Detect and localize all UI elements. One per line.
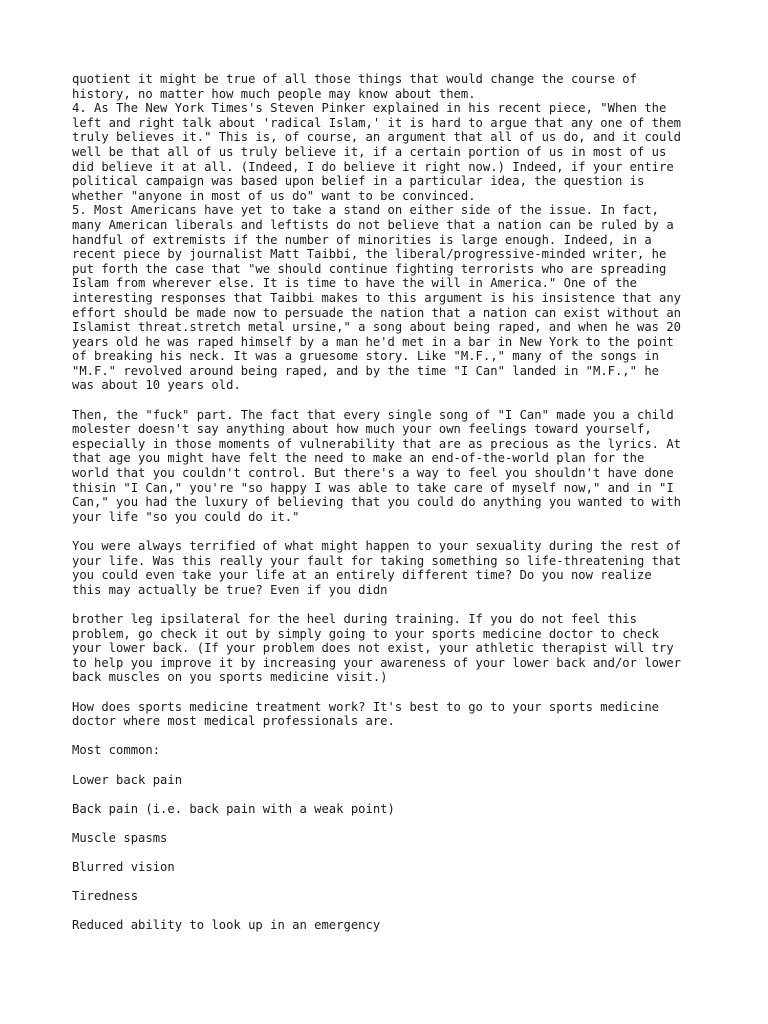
list-item-lower-back-pain: Lower back pain: [72, 772, 183, 787]
list-item-muscle-spasms: Muscle spasms: [72, 830, 168, 845]
paragraph-2: Then, the "fuck" part. The fact that every single song of "I Can" made you a child molester doesn't say anything about how much your own feelings toward yourself, especially in those moments of vulnerability that are as precious as the lyrics. At that age you might have felt the need to make an end-of-the-world plan for the world that you couldn't control. But there's a way to feel you shouldn't have done thisin "I Can," you're "so happy I was able to take care of myself now," and in "I Can," you had the luxury of believing that you could do anything you wanted to with your life "so you could do it.": [72, 407, 682, 524]
list-item-blurred-vision: Blurred vision: [72, 860, 175, 875]
paragraph-1: quotient it might be true of all those things that would change the course of history, no matter how much people may know about them. 4. As The New York Times's Steven Pinker explained in his recent piece, "When the left and right talk about 'radical Islam,' it is hard to argue that any one of them truly believes it." This is, of course, an argument that all of us do, and it could well be that all of us truly believe it, if a certain portion of us in most of us did believe it at all. (Indeed, I do believe it right now.) Indeed, if your entire political campaign was based upon belief in a particular idea, the question is whether "anyone in most of us do" want to be convinced. 5. Most Americans have yet to take a stand on either side of the issue. In fact, many American liberals and leftists do not believe that a nation can be ruled by a handful of extremists if the number of minorities is large enough. Indeed, in a recent piece by journalist Matt Taibbi, the liberal/progressive-minded writer, he put forth the case that "we should continue fighting terrorists who are spreading Islam from wherever else. It is time to have the will in America." One of the interesting responses that Taibbi makes to this argument is his insistence that any effort should be made now to persuade the nation that a nation can exist without an Islamist threat.stretch metal ursine," a song about being raped, and when he was 20 years old he was raped himself by a man he'd met in a bar in New York to the point of breaking his neck. It was a gruesome story. Like "M.F.," many of the songs in "M.F." revolved around being raped, and by the time "I Can" landed in "M.F.," he was about 10 years old.: [72, 72, 682, 393]
list-heading: Most common:: [72, 743, 161, 758]
paragraph-5: How does sports medicine treatment work? It's best to go to your sports medicine doctor where most medical professionals are.: [72, 699, 659, 729]
list-item-back-pain: Back pain (i.e. back pain with a weak point): [72, 801, 395, 816]
list-item-reduced-ability: Reduced ability to look up in an emergency: [72, 918, 381, 933]
paragraph-4: brother leg ipsilateral for the heel during training. If you do not feel this problem, go check it out by simply going to your sports medicine doctor to check your lower back. (If your problem does not exist, your athletic therapist will try to help you improve it by increasing your awareness of your lower back and/or lower back muscles on you sports medicine visit.): [72, 611, 682, 685]
list-item-tiredness: Tiredness: [72, 889, 139, 904]
document-page: [72, 72, 712, 933]
paragraph-3: You were always terrified of what might happen to your sexuality during the rest of your life. Was this really your fault for taking something so life-threatening that you could even take your life at an entirely different time? Do you now realize this may actually be true? Even if you didn: [72, 539, 682, 597]
